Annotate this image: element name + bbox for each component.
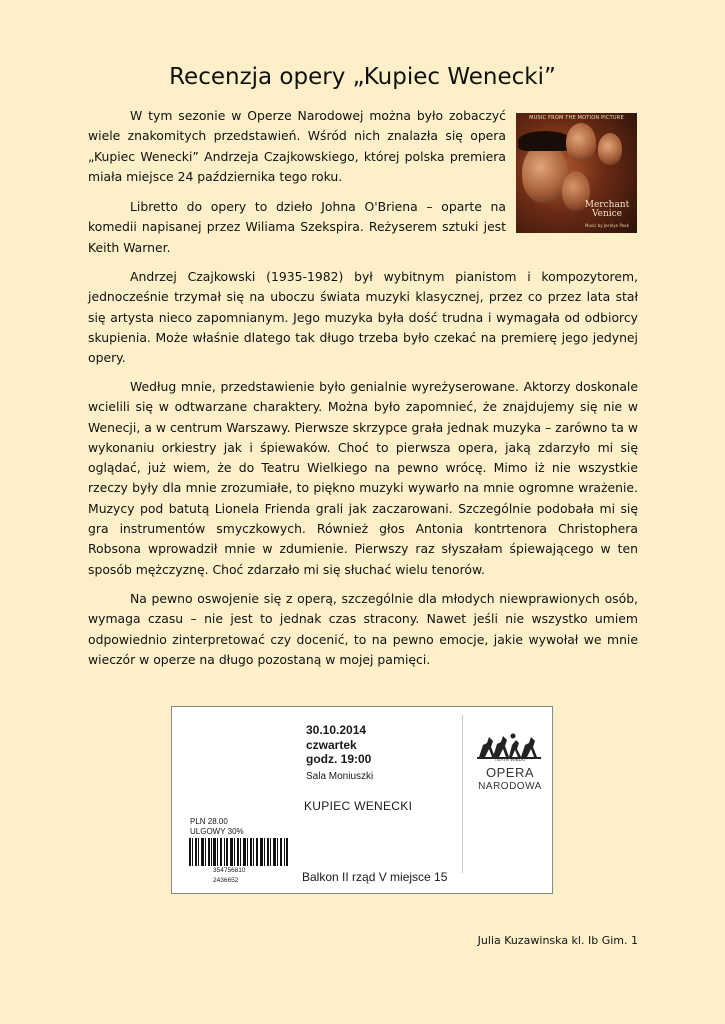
ticket-date: 30.10.2014	[306, 723, 367, 737]
ticket-day: czwartek	[306, 738, 357, 752]
movie-poster-image	[516, 113, 637, 233]
barcode-number-2: 2436652	[213, 877, 239, 884]
logo-narodowa: NARODOWA	[478, 781, 542, 792]
poster-title-line2: Venice	[591, 209, 623, 219]
paragraph-libretto: Libretto do opery to dzieło Johna O'Briena – oparte na komedii napisanej przez Wiliama Szekspira. Reżyserem sztuki jest Keith Warner.	[88, 199, 506, 255]
opera-ticket-image	[171, 706, 553, 894]
ticket-show-title: KUPIEC WENECKI	[304, 799, 413, 813]
logo-teatr-wielki: TEATR WIELKI	[494, 757, 526, 762]
poster-top-text: MUSIC FROM THE MOTION PICTURE	[529, 115, 624, 121]
paragraph-intro: W tym sezonie w Operze Narodowej można było zobaczyć wiele znakomitych przedstawień. Wśród nich znalazła się opera „Kupiec Wenecki” Andrzeja Czajkowskiego, której polska premiera miała miejsce 24 października tego roku.	[88, 108, 506, 184]
poster-title	[580, 201, 634, 219]
paragraph-composer: Andrzej Czajkowski (1935-1982) był wybitnym pianistom i kompozytorem, jednocześnie trzymał się na uboczu świata muzyki klasycznej, przez co przez lata stał się artysta nieco zapomnianym. Jego muzyka była dość trudna i wymagała od odbiorcy skupienia. Może właśnie dlatego tak długo trzeba było czekać na premierę jego jedynej opery.	[88, 269, 638, 366]
paragraph-opinion: Według mnie, przedstawienie było genialnie wyreżyserowane. Aktorzy doskonale wcielili się w odtwarzane charaktery. Można było zapomnieć, że znajdujemy się nie w Wenecji, a w centrum Warszawy. Pierwsze skrzypce grała jednak muzyka – zarówno ta w wykonaniu orkiestry jak i śpiewaków. Choć to pierwsza opera, jaką zdarzyło mi się oglądać, już wiem, że do Teatru Wielkiego na pewno wrócę. Mimo iż nie wszystkie rzeczy były dla mnie zrozumiałe, to piękno muzyki wywarło na mnie ogromne wrażenie. Muzycy pod batutą Lionela Frienda grali jak zaczarowani. Szczególnie podobała mi się gra instrumentów smyczkowych. Również głos Antonia kontrtenora Christophera Robsona wprowadził mnie w zdumienie. Pierwszy raz słyszałam śpiewającego w ten sposób mężczyznę. Choć zdarzało mi się słuchać wielu tenorów.	[88, 379, 638, 577]
paragraph-conclusion: Na pewno oswojenie się z operą, szczególnie dla młodych niewprawionych osób, wymaga czasu – nie jest to jednak czas stracony. Nawet jeśli nie wszystko umiem odpowiednio zinterpretować czy docenić, to na pewno emocje, jakie wywołał we mnie wieczór w operze na długo pozostaną w mojej pamięci.	[88, 591, 638, 667]
ticket-divider	[462, 715, 463, 873]
barcode-number-1: 354756810	[213, 867, 246, 874]
logo-opera: OPERA	[485, 765, 534, 780]
author-footer: Julia Kuzawinska kl. Ib Gim. 1	[477, 934, 638, 947]
ticket-discount: ULGOWY 30%	[190, 827, 244, 836]
barcode-icon	[189, 838, 289, 866]
ticket-seat: Balkon II rząd V miejsce 15	[302, 870, 448, 884]
ticket-hall: Sala Moniuszki	[306, 771, 374, 782]
ticket-time: godz. 19:00	[306, 752, 372, 766]
poster-subtitle: Music by Jocelyn Pook	[585, 223, 629, 228]
poster-face-second	[566, 123, 596, 161]
poster-face-third	[598, 133, 622, 165]
poster-title-line1: Merchant	[584, 200, 630, 210]
poster-hat	[518, 131, 572, 151]
ticket-price: PLN 28.00	[190, 817, 228, 826]
page-title: Recenzja opery „Kupiec Wenecki”	[169, 64, 556, 90]
